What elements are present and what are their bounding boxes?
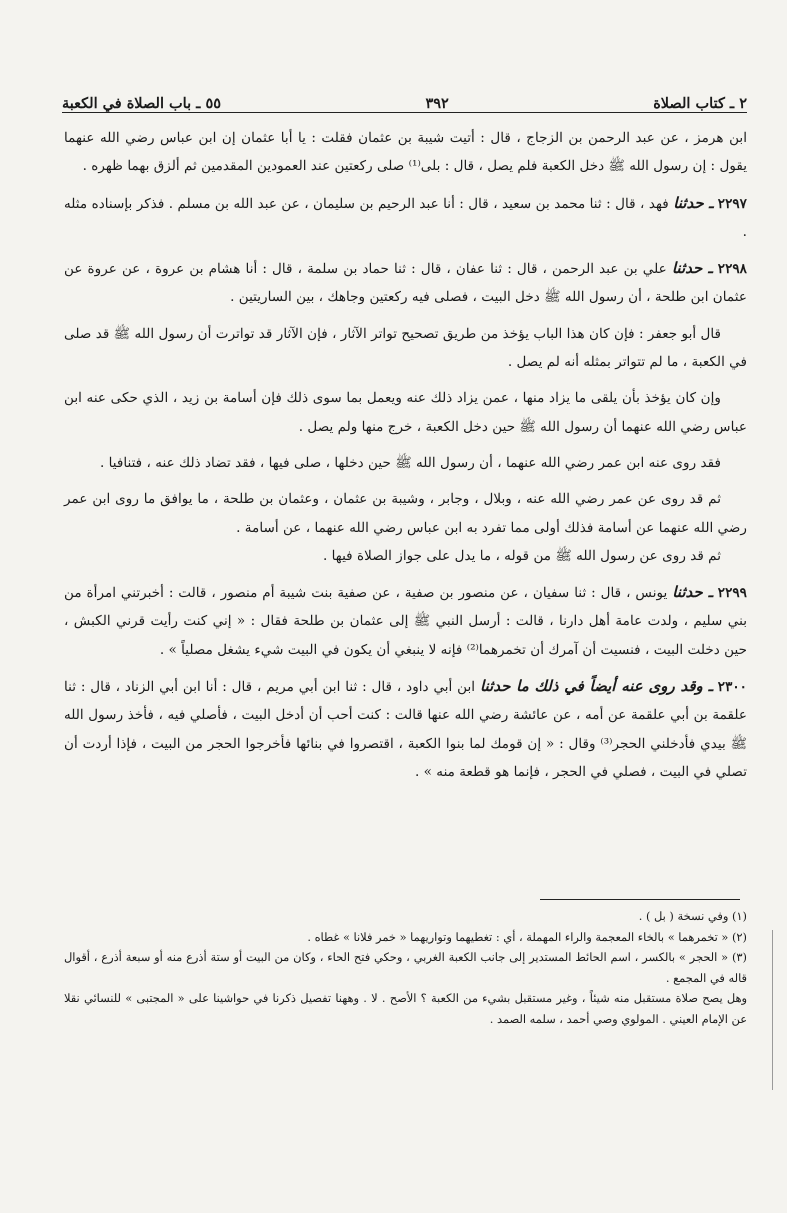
paragraph <box>64 542 747 570</box>
paragraph-text: قال أبو جعفر : فإن كان هذا الباب يؤخذ من طريق تصحيح تواتر الآثار ، فإن الآثار قد تواترت أن رسول الله ﷺ قد صلى في الكعبة ، ما لم تتواتر بمثله أنه لم يصل . <box>64 325 747 371</box>
footnote: (١) وفي نسخة ( بل ) . <box>638 909 747 923</box>
hadith-paragraph <box>64 578 747 664</box>
paragraph-text: ابن أبي داود ، قال : ثنا ابن أبي مريم ، قال : أنا ابن أبي الزناد ، قال : ثنا علقمة بن أبي علقمة عن أمه ، عن عائشة رضي الله عنها قالت : كنت أحب أن أدخل البيت ، فأصلي فيه ، فأخذ رسول الله ﷺ بيدي فأدخلني الحجر⁽³⁾ وقال : « إن قومك لما بنوا الكعبة ، اقتصروا في بنائها فأخرجوا الحجر من البيت ، فإذا أردت أن تصلي في البيت ، فصلي في الحجر ، فإنما هو قطعة منه » . <box>64 679 747 780</box>
header-chapter: ٢ ـ كتاب الصلاة <box>653 95 747 112</box>
paragraph-text: علي بن عبد الرحمن ، قال : ثنا عفان ، قال : ثنا حماد بن سلمة ، قال : أنا هشام بن عروة ، عن عروة عن عثمان ابن طلحة ، أن رسول الله ﷺ دخل البيت ، فصلى فيه ركعتين وجاهك ، بين الساريتين . <box>64 261 747 306</box>
paragraph-text: يونس ، قال : ثنا سفيان ، عن منصور بن صفية ، عن صفية بنت شيبة أم منصور ، قالت : أخبرتني امرأة من بني سليم ، ولدت عامة أهل دارنا ، قالت : أرسل النبي ﷺ إلى عثمان بن طلحة فقال : « إني كنت رأيت قرني الكبش ، حين دخلت البيت ، فنسيت أن آمرك أن تخمرهما⁽²⁾ فإنه لا ينبغي أن يكون في البيت شيء يشغل مصلياً » . <box>64 585 747 658</box>
paragraph <box>64 124 747 181</box>
footnotes <box>64 906 747 1029</box>
hadith-label: ـ وقد روى عنه أيضاً في ذلك ما حدثنا <box>479 677 713 696</box>
hadith-label: ـ حدثنا <box>672 583 713 602</box>
hadith-paragraph <box>64 254 747 312</box>
header-section: ٥٥ ـ باب الصلاة في الكعبة <box>62 95 222 112</box>
paragraph-text: فهد ، قال : ثنا محمد بن سعيد ، قال : أنا عبد الرحيم بن سليمان ، عن عبد الله بن مسلم . فذكر بإسناده مثله . <box>64 195 747 240</box>
hadith-paragraph <box>64 189 747 247</box>
footnote-rule <box>540 899 740 900</box>
paragraph <box>64 449 747 477</box>
hadith-label: ـ حدثنا <box>671 259 713 278</box>
paragraph-text: فقد روى عنه ابن عمر رضي الله عنهما ، أن رسول الله ﷺ حين دخلها ، صلى فيها ، فقد تضاد ذلك عنه ، فتنافيا . <box>99 454 721 471</box>
paragraph <box>64 320 747 377</box>
main-text <box>64 124 747 786</box>
paragraph-text: وإن كان يؤخذ بأن يلقى ما يزاد منها ، عمن يزاد ذلك عنه ويعمل بما سوى ذلك فإن أسامة بن زيد ، الذي حكى عنه ابن عباس رضي الله عنهما أن رسول الله ﷺ حين دخل الكعبة ، خرج منها ولم يصل . <box>64 390 747 435</box>
hadith-number: ٢٢٩٨ <box>717 261 747 278</box>
hadith-number: ٢٢٩٧ <box>717 195 747 212</box>
header-rule <box>62 112 747 113</box>
footnote: وهل يصح صلاة مستقبل منه شيئاً ، وغير مستقبل بشيء من الكعبة ؟ الأصح . لا . وههنا تفصيل ذكرنا في حواشينا على « المجتبى » للنسائي نقلا عن الإمام العيني . المولوي وصي أحمد ، سلمه الصمد . <box>64 991 747 1026</box>
footnote: (٢) « تخمرهما » بالخاء المعجمة والراء المهملة ، أي : تغطيهما وتواريهما « خمر فلانا » غطاه . <box>307 929 747 944</box>
hadith-number: ٢٣٠٠ <box>717 679 747 696</box>
page-number: ٣٩٢ <box>425 95 449 112</box>
footnote: (٣) « الحجر » بالكسر ، اسم الحائط المستدير إلى جانب الكعبة الغربي ، وحكي فتح الحاء ، وكان من البيت أو ستة أذرع منه أو سبعة أذرع ، أقوال قاله في المجمع . <box>64 950 747 985</box>
paragraph <box>64 485 747 542</box>
paragraph <box>64 384 747 441</box>
hadith-number: ٢٢٩٩ <box>717 585 747 602</box>
paragraph-text: ثم قد روى عن رسول الله ﷺ من قوله ، ما يدل على جواز الصلاة فيها . <box>323 547 721 564</box>
paragraph-text: ثم قد روى عن عمر رضي الله عنه ، وبلال ، وجابر ، وشيبة بن عثمان ، وعثمان بن طلحة ، ما يوافق ما روى ابن عمر رضي الله عنهما عن أسامة فذلك أولى مما تفرد به ابن عباس رضي الله عنهما ، عن أسامة . <box>64 491 747 536</box>
hadith-label: ـ حدثنا <box>673 193 714 212</box>
paragraph-text: ابن هرمز ، عن عبد الرحمن بن الزجاج ، قال : أتيت شيبة بن عثمان فقلت : يا أبا عثمان إن ابن عباس رضي الله عنهما يقول : إن رسول الله ﷺ دخل الكعبة فلم يصل ، قال : بلى⁽¹⁾ صلى ركعتين عند العمودين المقدمين ثم ألزق بهما ظهره . <box>64 130 747 175</box>
running-header <box>62 86 747 112</box>
hadith-paragraph <box>64 672 747 786</box>
scan-margin-mark <box>772 930 773 1090</box>
